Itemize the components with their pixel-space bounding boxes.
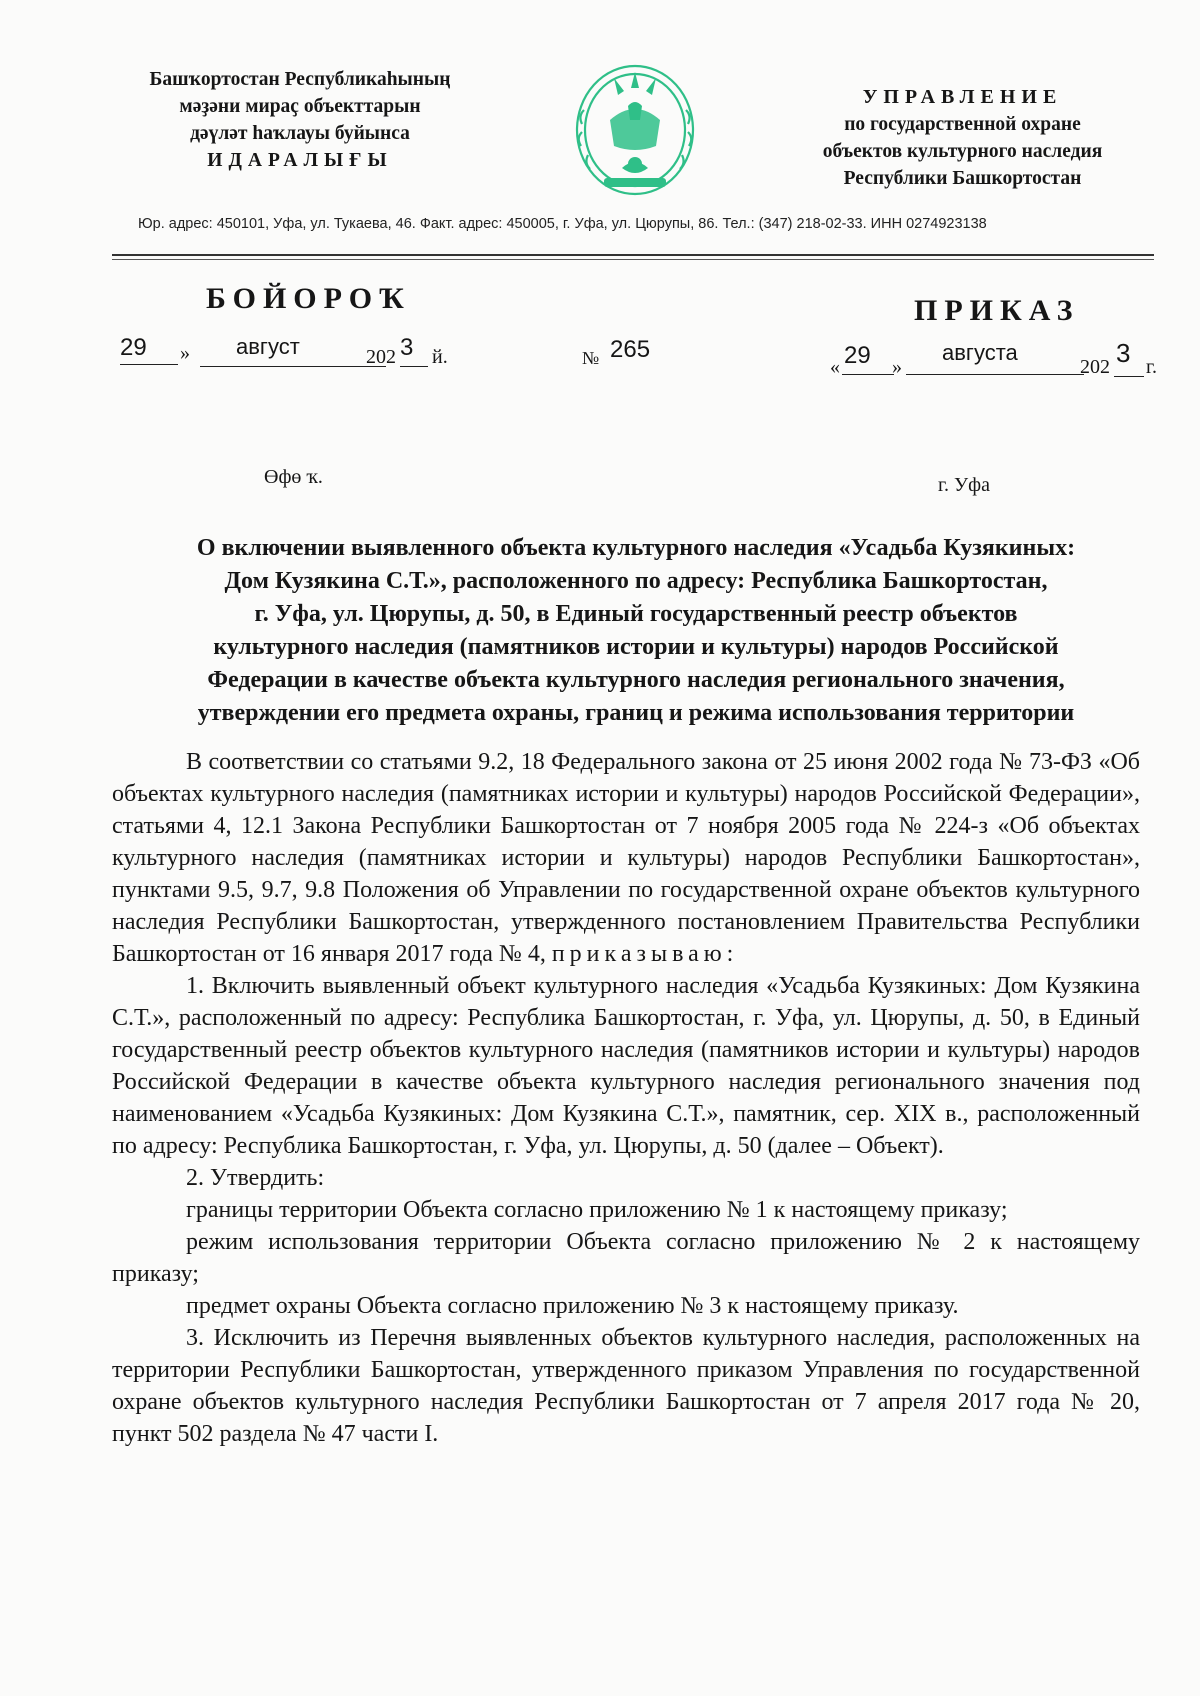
heading-line: г. Уфа, ул. Цюрупы, д. 50, в Единый государственный реестр объектов — [254, 601, 1018, 627]
item-2: 2. Утвердить: — [186, 1165, 325, 1191]
intro-text: В соответствии со статьями 9.2, 18 Федерального закона от 25 июня 2002 года № 73-ФЗ «Об объектах культурного наследия (памятниках истории и культуры) народов Российской Федерации», статьями 4, 12.1 Закона Республики Башкортостан от 7 ноября 2005 года № 224-з «Об объектах культурного наследия (памятниках истории и культуры) народов Республики Башкортостан», пунктами 9.5, 9.7, 9.8 Положения об Управлении по государственной охране объектов культурного наследия Республики Башкортостан, утвержденного постановлением Правительства Республики Башкортостан от 16 января 2017 года № 4, — [112, 749, 1140, 967]
coat-of-arms-icon — [570, 60, 700, 200]
place-right: г. Уфа — [938, 474, 990, 496]
header-left-block — [100, 66, 500, 174]
date-left-quote: » — [180, 342, 190, 364]
date-left-day: 29 — [120, 334, 147, 361]
title-russian: ПРИКАЗ — [914, 294, 1080, 327]
number-value: 265 — [610, 336, 651, 363]
date-left-month: август — [236, 334, 300, 359]
intro-order-word: приказываю: — [551, 941, 739, 967]
document-heading — [116, 532, 1156, 730]
header-right-line: объектов культурного наследия — [822, 141, 1103, 162]
header-left-line: Башҡортостан Республикаһының — [149, 69, 451, 90]
title-bashkir: БОЙОРОҠ — [206, 282, 411, 315]
heading-line: утверждении его предмета охраны, границ и режима использования территории — [197, 700, 1075, 726]
header-left-line: дәүләт һаҡлауы буйынса — [190, 123, 410, 144]
date-right-year-digit: 3 — [1116, 338, 1131, 368]
date-right-day: 29 — [844, 342, 871, 369]
heading-line: Федерации в качестве объекта культурного наследия регионального значения, — [207, 667, 1065, 693]
item-3: 3. Исключить из Перечня выявленных объектов культурного наследия, расположенных на территории Республики Башкортостан, утвержденного приказом Управления по государственной охране объектов культурного наследия Республики Башкортостан от 7 апреля 2017 года № 20, пункт 502 раздела № 47 части I. — [112, 1325, 1140, 1447]
address-line: Юр. адрес: 450101, Уфа, ул. Тукаева, 46. Факт. адрес: 450005, г. Уфа, ул. Цюрупы, 86. Тел.: (347) 218-02-33. ИНН 0274923138 — [138, 216, 987, 232]
date-left-year-prefix: 202 — [366, 346, 396, 368]
intro-paragraph — [112, 746, 1140, 970]
header-right-title: УПРАВЛЕНИЕ — [862, 86, 1063, 108]
item-2b: режим использования территории Объекта согласно приложению № 2 к настоящему приказу; — [112, 1229, 1140, 1287]
header-right-block — [780, 84, 1145, 192]
header-right-line: Республики Башкортостан — [843, 168, 1082, 189]
header-divider — [112, 254, 1154, 256]
item-2c: предмет охраны Объекта согласно приложению № 3 к настоящему приказу. — [186, 1293, 959, 1319]
heading-line: О включении выявленного объекта культурного наследия «Усадьба Кузякиных: — [196, 535, 1076, 561]
date-right-month: августа — [942, 340, 1018, 365]
header-left-title: ИДАРАЛЫҒЫ — [207, 150, 393, 171]
document-body — [112, 746, 1140, 1450]
heading-line: культурного наследия (памятников истории и культуры) народов Российской — [213, 634, 1059, 660]
heading-line: Дом Кузякина С.Т.», расположенного по адресу: Республика Башкортостан, — [224, 568, 1048, 594]
item-2a: границы территории Объекта согласно приложению № 1 к настоящему приказу; — [186, 1197, 1008, 1223]
header-right-line: по государственной охране — [844, 114, 1081, 135]
date-right-suffix: г. — [1146, 356, 1157, 378]
date-right-year-prefix: 202 — [1080, 356, 1110, 378]
date-right-quote-close: » — [892, 356, 902, 378]
number-sign: № — [582, 348, 600, 368]
header-divider-thin — [112, 259, 1154, 260]
date-left-year-digit: 3 — [400, 334, 414, 361]
place-left: Өфө ҡ. — [264, 466, 323, 488]
item-1: 1. Включить выявленный объект культурного наследия «Усадьба Кузякиных: Дом Кузякина С.Т.», расположенный по адресу: Республика Башкортостан, г. Уфа, ул. Цюрупы, д. 50, в Единый государственный реестр объектов культурного наследия (памятников истории и культуры) народов Российской Федерации в качестве объекта культурного наследия регионального значения под наименованием «Усадьба Кузякиных: Дом Кузякина С.Т.», памятник, сер. XIX в., расположенный по адресу: Республика Башкортостан, г. Уфа, ул. Цюрупы, д. 50 (далее – Объект). — [112, 973, 1140, 1159]
date-right-quote-open: « — [830, 356, 840, 378]
header-left-line: мәҙәни мираҫ объекттарын — [179, 96, 421, 117]
date-left-suffix: й. — [432, 346, 448, 368]
